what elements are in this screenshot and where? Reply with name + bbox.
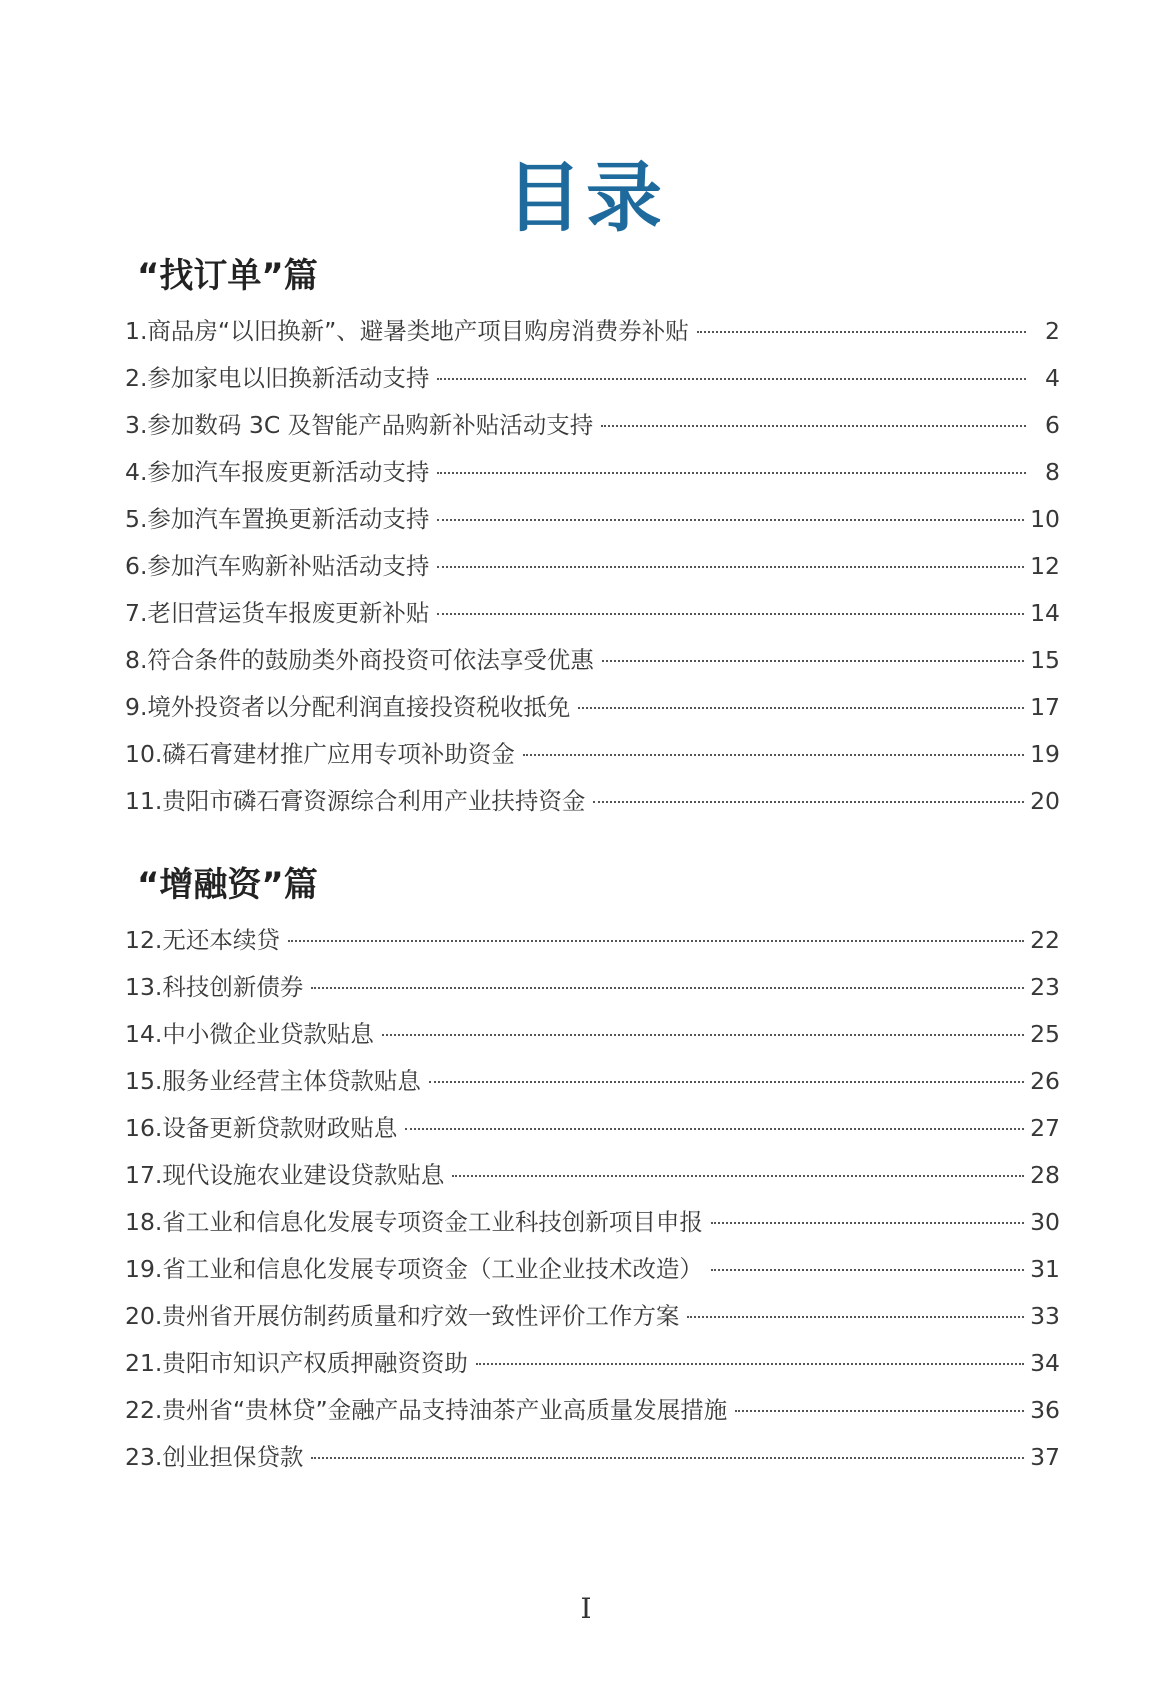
toc-entry-title: 10.磷石膏建材推广应用专项补助资金 [125, 740, 515, 768]
toc-entry-page: 12 [1030, 552, 1060, 580]
toc-entry[interactable] [125, 312, 1060, 359]
dot-leader [288, 940, 1024, 942]
toc-entry-title: 9.境外投资者以分配利润直接投资税收抵免 [125, 693, 571, 721]
dot-leader [697, 331, 1026, 333]
toc-entry-title: 12.无还本续贷 [125, 926, 280, 954]
dot-leader [437, 519, 1024, 521]
toc-entry-page: 34 [1030, 1349, 1060, 1377]
toc-entry-title: 20.贵州省开展仿制药质量和疗效一致性评价工作方案 [125, 1302, 680, 1330]
toc-entry-page: 30 [1030, 1208, 1060, 1236]
toc-entry[interactable] [125, 1344, 1060, 1391]
toc-entry-page: 36 [1030, 1396, 1060, 1424]
dot-leader [593, 801, 1024, 803]
toc-entry-page: 10 [1030, 505, 1060, 533]
toc-entry-title: 5.参加汽车置换更新活动支持 [125, 505, 430, 533]
toc-entry-page: 25 [1030, 1020, 1060, 1048]
dot-leader [311, 987, 1024, 989]
toc-entry-page: 19 [1030, 740, 1060, 768]
dot-leader [601, 425, 1026, 427]
toc-entry-title: 4.参加汽车报废更新活动支持 [125, 458, 430, 486]
toc-list [125, 312, 1060, 829]
toc-entry-title: 23.创业担保贷款 [125, 1443, 304, 1471]
section-heading: “增融资”篇 [137, 865, 318, 905]
toc-entry-title: 15.服务业经营主体贷款贴息 [125, 1067, 421, 1095]
toc-entry-page: 14 [1030, 599, 1060, 627]
toc-entry[interactable] [125, 594, 1060, 641]
dot-leader [429, 1081, 1024, 1083]
toc-entry[interactable] [125, 1109, 1060, 1156]
toc-entry-title: 21.贵阳市知识产权质押融资资助 [125, 1349, 468, 1377]
toc-entry-page: 27 [1030, 1114, 1060, 1142]
toc-entry[interactable] [125, 453, 1060, 500]
toc-entry-page: 37 [1030, 1443, 1060, 1471]
toc-entry-page: 15 [1030, 646, 1060, 674]
toc-entry-title: 8.符合条件的鼓励类外商投资可依法享受优惠 [125, 646, 594, 674]
dot-leader [437, 613, 1024, 615]
toc-list [125, 921, 1060, 1485]
toc-entry-page: 22 [1030, 926, 1060, 954]
toc-entry-title: 1.商品房“以旧换新”、避暑类地产项目购房消费券补贴 [125, 317, 689, 345]
toc-section-increase-financing [125, 861, 1060, 1485]
toc-entry[interactable] [125, 1250, 1060, 1297]
dot-leader [437, 566, 1024, 568]
toc-entry[interactable] [125, 547, 1060, 594]
toc-entry-title: 19.省工业和信息化发展专项资金（工业企业技术改造） [125, 1255, 703, 1283]
toc-entry[interactable] [125, 1203, 1060, 1250]
toc-entry[interactable] [125, 1156, 1060, 1203]
toc-entry[interactable] [125, 1297, 1060, 1344]
dot-leader [405, 1128, 1024, 1130]
dot-leader [687, 1316, 1024, 1318]
dot-leader [602, 660, 1024, 662]
toc-entry-page: 23 [1030, 973, 1060, 1001]
toc-entry[interactable] [125, 688, 1060, 735]
dot-leader [578, 707, 1024, 709]
toc-entry-page: 8 [1045, 458, 1060, 486]
page-number: I [580, 1592, 592, 1625]
toc-entry[interactable] [125, 641, 1060, 688]
toc-entry[interactable] [125, 1015, 1060, 1062]
toc-entry-page: 6 [1045, 411, 1060, 439]
toc-entry-title: 17.现代设施农业建设贷款贴息 [125, 1161, 445, 1189]
toc-entry[interactable] [125, 500, 1060, 547]
toc-section-find-orders [125, 252, 1060, 829]
toc-entry[interactable] [125, 1438, 1060, 1485]
toc-entry[interactable] [125, 359, 1060, 406]
toc-entry-title: 3.参加数码 3C 及智能产品购新补贴活动支持 [125, 411, 594, 439]
toc-entry[interactable] [125, 921, 1060, 968]
dot-leader [382, 1034, 1024, 1036]
toc-entry[interactable] [125, 1391, 1060, 1438]
dot-leader [523, 754, 1024, 756]
toc-entry-page: 20 [1030, 787, 1060, 815]
toc-entry-title: 18.省工业和信息化发展专项资金工业科技创新项目申报 [125, 1208, 703, 1236]
toc-entry-page: 28 [1030, 1161, 1060, 1189]
toc-entry-title: 11.贵阳市磷石膏资源综合利用产业扶持资金 [125, 787, 586, 815]
dot-leader [711, 1269, 1024, 1271]
toc-entry-title: 22.贵州省“贵林贷”金融产品支持油茶产业高质量发展措施 [125, 1396, 728, 1424]
dot-leader [437, 378, 1026, 380]
toc-entry[interactable] [125, 782, 1060, 829]
toc-entry-title: 2.参加家电以旧换新活动支持 [125, 364, 430, 392]
toc-entry-title: 7.老旧营运货车报废更新补贴 [125, 599, 430, 627]
toc-entry-title: 16.设备更新贷款财政贴息 [125, 1114, 398, 1142]
toc-entry[interactable] [125, 735, 1060, 782]
dot-leader [452, 1175, 1024, 1177]
toc-entry-title: 6.参加汽车购新补贴活动支持 [125, 552, 430, 580]
dot-leader [311, 1457, 1024, 1459]
toc-entry-page: 2 [1045, 317, 1060, 345]
toc-entry-page: 17 [1030, 693, 1060, 721]
toc-entry[interactable] [125, 1062, 1060, 1109]
toc-entry[interactable] [125, 968, 1060, 1015]
dot-leader [735, 1410, 1024, 1412]
toc-entry-page: 31 [1030, 1255, 1060, 1283]
toc-entry[interactable] [125, 406, 1060, 453]
page-title: 目录 [506, 153, 666, 242]
toc-entry-title: 13.科技创新债券 [125, 973, 304, 1001]
toc-entry-title: 14.中小微企业贷款贴息 [125, 1020, 374, 1048]
toc-entry-page: 4 [1045, 364, 1060, 392]
toc-entry-page: 26 [1030, 1067, 1060, 1095]
toc-entry-page: 33 [1030, 1302, 1060, 1330]
section-heading: “找订单”篇 [137, 256, 318, 296]
dot-leader [437, 472, 1026, 474]
dot-leader [711, 1222, 1024, 1224]
dot-leader [476, 1363, 1024, 1365]
